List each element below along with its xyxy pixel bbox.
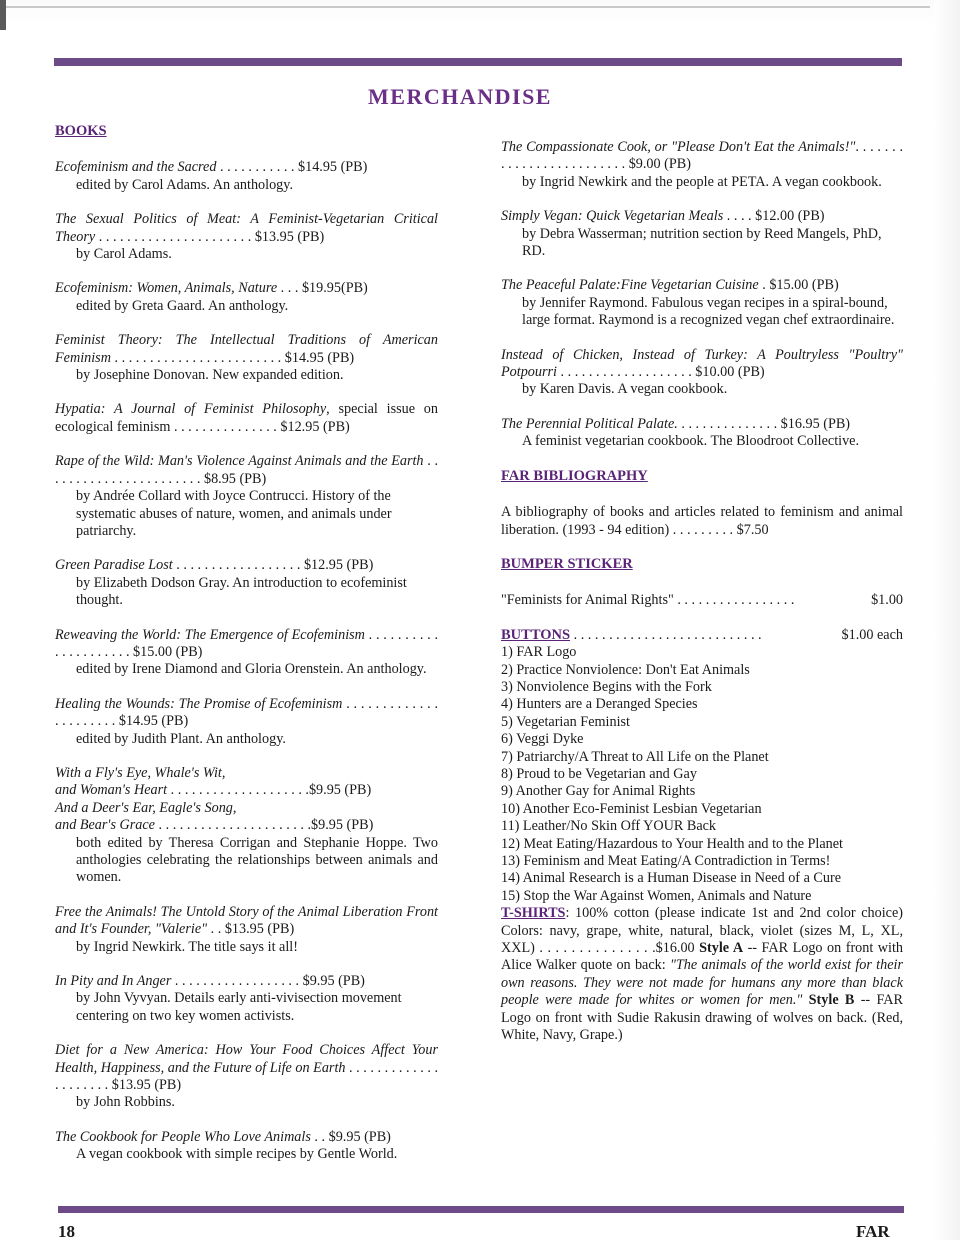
style-a-text: -- FAR Logo on front with Alice Walker quote on back: — [501, 940, 904, 974]
book-title: Healing the Wounds: The Promise of Ecofeminism — [55, 695, 343, 712]
leader-dots: . . . . . . . . . . . . . . . . . . . . . . — [154, 817, 312, 834]
book-entry — [55, 627, 438, 679]
book-price: $14.95 (PB) — [298, 159, 368, 176]
bibliography-price: $7.50 — [736, 521, 769, 538]
book-price: $12.95 (PB) — [280, 418, 350, 435]
tshirts-intro: : 100% cotton (please indicate 1st and 2nd color choice) Colors: navy, grape, white, natural, black, violet (sizes M, L, XL, XXL) — [501, 905, 903, 957]
book-title: Free the Animals! The Untold Story of the Animal Liberation Front and It's Founder, "Valerie" — [55, 903, 438, 938]
book-description: A feminist vegetarian cookbook. The Bloodroot Collective. — [522, 433, 860, 450]
button-item: 2) Practice Nonviolence: Don't Eat Animals — [501, 661, 750, 678]
book-price: $16.95 (PB) — [780, 415, 851, 432]
buttons-header-row — [501, 627, 903, 644]
tshirts-entry — [501, 905, 903, 1044]
book-price: $9.00 (PB) — [628, 156, 691, 173]
book-entry — [55, 557, 438, 609]
book-title-suffix: , special issue on ecological feminism — [55, 401, 438, 435]
bibliography-text: A bibliography of books and articles related to feminism and animal liberation. (1993 - 94 edition) — [501, 504, 903, 538]
book-description: edited by Irene Diamond and Gloria Orenstein. An anthology. — [76, 661, 427, 678]
book-price: $9.95 (PB) — [328, 1128, 391, 1145]
book-description: by Elizabeth Dodson Gray. An introduction to ecofeminist thought. — [76, 574, 407, 609]
book-entry — [55, 159, 438, 194]
book-price: $9.95 (PB) — [311, 817, 374, 834]
book-description: edited by Greta Gaard. An anthology. — [76, 297, 289, 314]
book-description: by John Vyvyan. Details early anti-vivisection movement centering on two key women activists. — [76, 990, 402, 1024]
bibliography-heading: FAR BIBLIOGRAPHY — [501, 467, 648, 484]
leader-dots: . . . . . . . . . . . . . . . . . . . . . . — [95, 228, 252, 245]
button-item: 6) Veggi Dyke — [501, 731, 584, 748]
book-entry — [501, 277, 903, 329]
button-item: 9) Another Gay for Animal Rights — [501, 783, 696, 800]
book-entry — [55, 280, 438, 315]
buttons-price: $1.00 each — [841, 626, 903, 643]
book-description: by John Robbins. — [76, 1094, 175, 1111]
book-title: With a Fly's Eye, Whale's Wit, — [55, 764, 226, 781]
leader-dots: . . — [310, 1128, 326, 1145]
leader-dots: . . . . . . . . . . . . . . — [677, 415, 778, 432]
book-entry — [55, 1042, 438, 1112]
book-entry — [55, 1129, 438, 1164]
book-price: $19.95(PB) — [301, 280, 368, 297]
book-description: by Andrée Collard with Joyce Contrucci. History of the systematic abuses of nature, women, and animals under patriarchy. — [76, 488, 392, 539]
top-divider-bar — [54, 58, 902, 66]
books-list-continued — [55, 904, 438, 1164]
book-description: by Carol Adams. — [76, 246, 172, 263]
leader-dots: . . . . . . . . . . . . . . . . . . . . . — [55, 1059, 439, 1094]
book-price: $9.95 (PB) — [302, 973, 365, 990]
leader-dots: . . . . . . . . . . . . . . . . . . . . . — [55, 626, 438, 660]
book-entry — [55, 904, 438, 956]
leader-dots: . . . . . . . . . — [669, 521, 734, 538]
book-description: edited by Judith Plant. An anthology. — [76, 730, 286, 747]
leader-dots: . . . . . . . . . . . . . . . . . — [673, 592, 795, 609]
leader-dots: . — [758, 277, 766, 294]
book-entry — [55, 211, 438, 263]
book-title: Hypatia: A Journal of Feminist Philosophy — [55, 401, 327, 418]
book-price: $9.95 (PB) — [308, 782, 372, 799]
book-title: The Peaceful Palate:Fine Vegetarian Cuisine — [501, 277, 759, 294]
style-b-text: -- FAR Logo on front with Sudie Rakusin drawing of wolves on back. (Red, White, Navy, Grape.) — [501, 992, 903, 1044]
book-entry — [55, 696, 438, 748]
button-item: 4) Hunters are a Deranged Species — [501, 696, 698, 713]
leader-dots: . . . . . . . . . . . . . . . — [170, 418, 277, 435]
buttons-heading: BUTTONS — [501, 626, 571, 643]
right-column — [501, 139, 903, 1044]
book-title: Instead of Chicken, Instead of Turkey: A Poultryless "Poultry" Potpourri — [501, 346, 903, 381]
publication-name: FAR — [856, 1222, 890, 1241]
book-price: $12.95 (PB) — [303, 557, 374, 574]
book-description: by Jennifer Raymond. Fabulous vegan recipes in a spiral-bound, large format. Raymond is a recognized vegan chef extraordinaire. — [522, 294, 895, 329]
page-title: MERCHANDISE — [368, 84, 552, 109]
leader-dots: . . . . . . . . . . . . . . . — [534, 940, 656, 957]
button-item: 10) Another Eco-Feminist Lesbian Vegetarian — [501, 800, 762, 817]
book-title: Ecofeminism: Women, Animals, Nature — [55, 280, 278, 297]
book-description: by Ingrid Newkirk. The title says it all! — [76, 938, 298, 955]
leader-dots: . . . . . . . . . . . . . . . . . . — [171, 973, 300, 990]
books-heading: BOOKS — [55, 123, 107, 139]
book-price: $13.95 (PB) — [111, 1077, 182, 1094]
leader-dots: . . . . . . . . . . . . . . . . . . . . — [167, 782, 309, 799]
books-list-right — [501, 139, 903, 451]
leader-dots: . . . — [277, 280, 299, 297]
book-title: The Compassionate Cook, or "Please Don't Eat the Animals!" — [501, 139, 856, 155]
leader-dots: . . . . . . . . . . . . . . . . . . . . . . — [55, 695, 438, 730]
bibliography-entry — [501, 504, 903, 539]
book-entry — [501, 139, 903, 191]
book-entry — [55, 401, 438, 436]
bumper-sticker-entry — [501, 592, 903, 609]
book-description: by Ingrid Newkirk and the people at PETA. A vegan cookbook. — [522, 173, 882, 190]
button-item: 8) Proud to be Vegetarian and Gay — [501, 765, 697, 782]
button-item: 7) Patriarchy/A Threat to All Life on the Planet — [501, 748, 769, 765]
book-title: and Woman's Heart — [55, 782, 168, 799]
book-title: Rape of the Wild: Man's Violence Against Animals and the Earth — [55, 453, 424, 470]
bottom-divider-bar — [58, 1206, 904, 1213]
style-a-quote: "The animals of the world exist for their own reasons. They were not made for humans any more than black people were made for whites or women for men." — [501, 957, 903, 1009]
leader-dots: . . . . — [723, 208, 752, 225]
tshirts-price: $16.00 — [655, 940, 695, 957]
button-item: 3) Nonviolence Begins with the Fork — [501, 678, 712, 695]
leader-dots: . . . . . . . . . . . . . . . . . . . . . . . . . . . — [570, 626, 762, 643]
style-b-label: Style B — [808, 992, 855, 1009]
book-title: Diet for a New America: How Your Food Choices Affect Your Health, Happiness, and the Future of Life on Earth — [55, 1042, 438, 1076]
bumper-sticker-price: $1.00 — [871, 592, 903, 609]
book-price: $14.95 (PB) — [284, 349, 355, 366]
book-entry — [55, 973, 438, 1025]
book-entry — [501, 208, 903, 260]
leader-dots: . . . . . . . . . . . . . . . . . . . . . . . . . — [501, 139, 903, 173]
book-title: In Pity and In Anger — [55, 973, 172, 990]
leader-dots: . . . . . . . . . . . . . . . . . . . — [556, 364, 692, 381]
bumper-sticker-text: "Feminists for Animal Rights" — [501, 592, 674, 609]
scan-top-line — [0, 6, 930, 8]
book-description: by Debra Wasserman; nutrition section by Reed Mangels, PhD, RD. — [522, 225, 882, 260]
book-description: A vegan cookbook with simple recipes by Gentle World. — [76, 1146, 398, 1163]
style-a-label: Style A — [699, 940, 744, 957]
fly-eye-entry — [55, 765, 438, 887]
book-entry — [501, 416, 903, 451]
leader-dots: . . — [207, 921, 222, 938]
buttons-list — [501, 644, 903, 905]
book-title: The Perennial Political Palate. — [501, 415, 678, 432]
scan-right-edge — [934, 0, 960, 1240]
bumper-sticker-heading: BUMPER STICKER — [501, 555, 633, 572]
leader-dots: . . . . . . . . . . . . . . . . . . — [172, 557, 301, 574]
book-title: Green Paradise Lost — [55, 557, 173, 574]
button-item: 5) Vegetarian Feminist — [501, 713, 630, 730]
book-title: Simply Vegan: Quick Vegetarian Meals — [501, 208, 724, 225]
leader-dots: . . . . . . . . . . . . . . . . . . . . . . . — [55, 453, 438, 487]
button-item: 12) Meat Eating/Hazardous to Your Health and to the Planet — [501, 835, 844, 852]
page-number: 18 — [58, 1222, 75, 1241]
leader-dots: . . . . . . . . . . . — [216, 159, 295, 176]
tshirts-heading: T-SHIRTS — [501, 905, 566, 922]
book-title: Feminist Theory: The Intellectual Traditions of American Feminism — [55, 332, 438, 366]
book-entry — [501, 347, 903, 399]
book-title: The Cookbook for People Who Love Animals — [55, 1128, 311, 1145]
book-price: $10.00 (PB) — [695, 364, 765, 381]
book-description: by Karen Davis. A vegan cookbook. — [522, 381, 728, 398]
book-entry — [55, 332, 438, 384]
button-item: 15) Stop the War Against Women, Animals and Nature — [501, 887, 812, 904]
books-list — [55, 159, 438, 748]
book-description: both edited by Theresa Corrigan and Stephanie Hoppe. Two anthologies celebrating the relationships between animals and women. — [76, 834, 438, 886]
book-price: $12.00 (PB) — [755, 208, 825, 225]
book-price: $13.95 (PB) — [254, 228, 325, 245]
leader-dots: . . . . . . . . . . . . . . . . . . . . . . . . — [110, 349, 282, 366]
book-price: $15.00 (PB) — [769, 277, 839, 294]
left-column — [55, 123, 438, 1181]
scan-top-edge — [0, 0, 960, 28]
book-description: by Josephine Donovan. New expanded edition. — [76, 367, 344, 384]
button-item: 1) FAR Logo — [501, 644, 577, 661]
book-entry — [55, 453, 438, 540]
button-item: 11) Leather/No Skin Off YOUR Back — [501, 818, 717, 835]
book-title: Ecofeminism and the Sacred — [55, 159, 217, 176]
book-price: $15.00 (PB) — [133, 643, 203, 660]
book-title: Reweaving the World: The Emergence of Ecofeminism — [55, 626, 365, 643]
book-price: $8.95 (PB) — [203, 470, 267, 487]
book-title: and Bear's Grace — [55, 817, 155, 834]
scan-left-mark — [0, 0, 6, 30]
button-item: 13) Feminism and Meat Eating/A Contradiction in Terms! — [501, 853, 831, 869]
book-price: $13.95 (PB) — [224, 921, 295, 938]
book-title: The Sexual Politics of Meat: A Feminist-Vegetarian Critical Theory — [55, 211, 438, 245]
button-item: 14) Animal Research is a Human Disease in Need of a Cure — [501, 870, 842, 887]
book-title: And a Deer's Ear, Eagle's Song, — [55, 799, 237, 816]
book-description: edited by Carol Adams. An anthology. — [76, 176, 293, 193]
book-price: $14.95 (PB) — [118, 713, 189, 730]
